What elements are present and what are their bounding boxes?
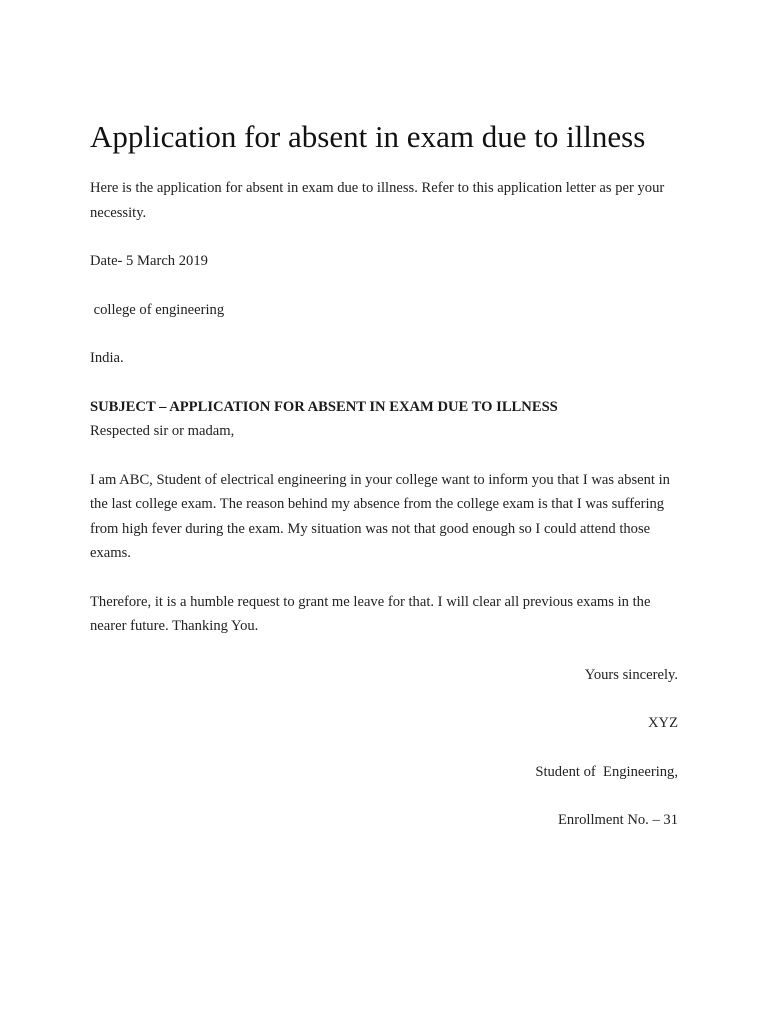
enrollment-number: Enrollment No. – 31 <box>558 812 678 828</box>
signature-name: XYZ <box>648 715 678 731</box>
salutation: Respected sir or madam, <box>90 423 235 439</box>
date-line: Date- 5 March 2019 <box>90 253 208 269</box>
document-title: Application for absent in exam due to illness <box>90 119 646 154</box>
closing-line: Yours sincerely. <box>584 666 678 683</box>
body-paragraph-2: Therefore, it is a humble request to grant me leave for that. I will clear all previous exams in the nearer future. Thanking You. <box>90 593 651 634</box>
intro-paragraph: Here is the application for absent in exam due to illness. Refer to this application letter as per your necessity. <box>90 180 665 221</box>
subject-line: SUBJECT – APPLICATION FOR ABSENT IN EXAM DUE TO ILLNESS <box>90 398 558 415</box>
address-line-country: India. <box>90 350 124 366</box>
document-page <box>90 118 678 857</box>
signature-role: Student of Engineering, <box>535 763 678 780</box>
body-paragraph-1: I am ABC, Student of electrical engineering in your college want to inform you that I was absent in the last college exam. The reason behind my absence from the college exam is that I was suffering from high fever during the exam. My situation was not that good enough so I could attend those exams. <box>90 471 670 561</box>
address-line-college: college of engineering <box>90 301 225 318</box>
